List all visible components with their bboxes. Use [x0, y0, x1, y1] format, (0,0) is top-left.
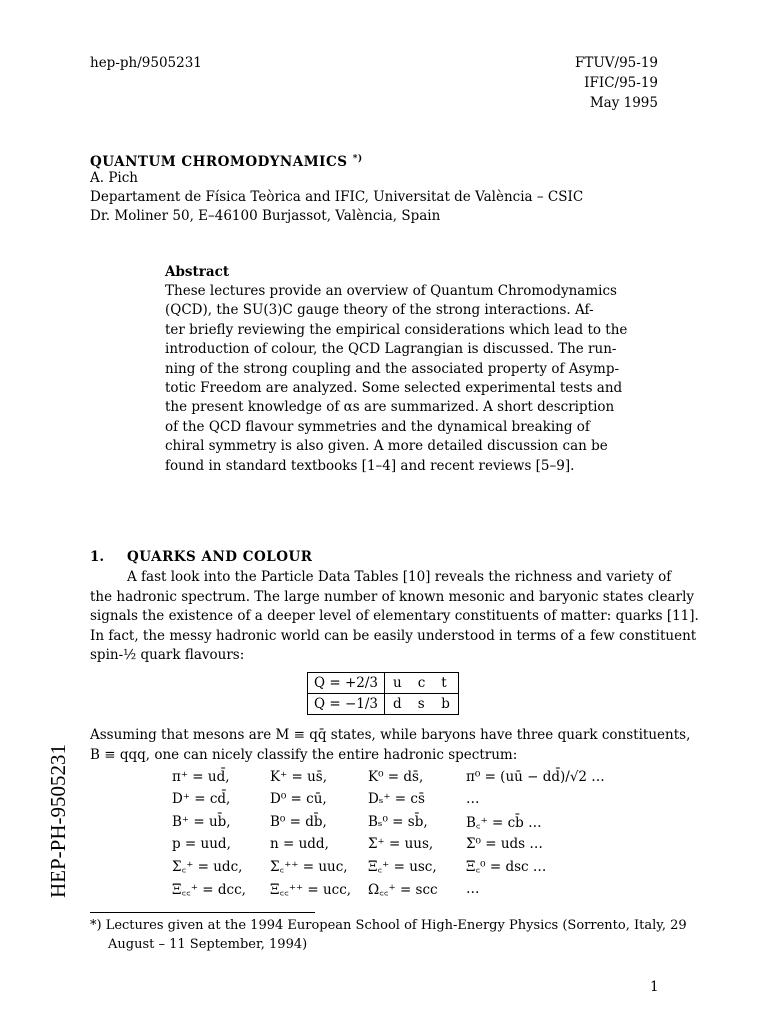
- hadron-classification-table: [172, 766, 613, 900]
- hadron-entry: n = udd,: [270, 836, 329, 853]
- hadron-entry: …: [466, 880, 480, 897]
- flavour-cell: s: [410, 694, 434, 715]
- hadron-entry: B⁺ = ub̄,: [172, 813, 231, 830]
- hadron-row: [172, 766, 613, 788]
- arxiv-side-stamp: HEP-PH-9505231: [46, 743, 70, 898]
- quark-flavour-table: [307, 672, 459, 715]
- address: Dr. Moliner 50, E–46100 Burjassot, València, Spain: [90, 208, 441, 224]
- abstract-line: totic Freedom are analyzed. Some selected experimental tests and: [165, 380, 623, 397]
- abstract-line: These lectures provide an overview of Quantum Chromodynamics: [165, 283, 617, 299]
- arxiv-id: hep-ph/9505231: [90, 55, 202, 71]
- page-number: 1: [650, 979, 659, 995]
- hadron-entry: …: [466, 791, 480, 808]
- report-number-ific: IFIC/95-19: [584, 75, 658, 91]
- hadron-row: [172, 855, 613, 877]
- hadron-entry: Dₛ⁺ = cs̄: [368, 791, 425, 808]
- hadron-entry: Σ⁰ = uds …: [466, 836, 543, 853]
- paper-title-text: QUANTUM CHROMODYNAMICS: [90, 154, 348, 170]
- hadron-entry: Σ꜀⁺⁺ = uuc,: [270, 859, 348, 876]
- abstract-body: [165, 282, 628, 476]
- paragraph-line: the hadronic spectrum. The large number of known mesonic and baryonic states clearly: [90, 588, 695, 605]
- hadron-entry: K⁺ = us̄,: [270, 769, 328, 786]
- abstract-line: the present knowledge of αs are summarized. A short description: [165, 399, 615, 416]
- paragraph-line: B ≡ qqq, one can nicely classify the entire hadronic spectrum:: [90, 746, 518, 763]
- hadron-entry: B꜀⁺ = cb̄ …: [466, 814, 542, 831]
- hadron-entry: Ξ꜀⁰ = dsc …: [466, 859, 547, 876]
- hadron-entry: B⁰ = db̄,: [270, 813, 327, 830]
- footnote-line: *) Lectures given at the 1994 European School of High-Energy Physics (Sorrento, Italy, 29: [90, 918, 687, 933]
- hadron-entry: Ξ꜀⁺ = usc,: [368, 859, 437, 876]
- abstract-line: introduction of colour, the QCD Lagrangian is discussed. The run-: [165, 341, 617, 358]
- hadron-entry: π⁺ = ud̄,: [172, 769, 230, 786]
- abstract-line: ning of the strong coupling and the associated property of Asymp-: [165, 360, 620, 377]
- author: A. Pich: [90, 170, 138, 186]
- footnote-line: August – 11 September, 1994): [108, 937, 308, 952]
- abstract-line: of the QCD flavour symmetries and the dynamical breaking of: [165, 418, 590, 435]
- flavour-cell: d: [385, 694, 410, 715]
- hadron-entry: D⁰ = cū,: [270, 791, 327, 808]
- abstract-line: ter briefly reviewing the empirical considerations which lead to the: [165, 321, 628, 338]
- abstract-heading: Abstract: [165, 264, 230, 280]
- paragraph-line: A fast look into the Particle Data Tables [10] reveals the richness and variety of: [127, 569, 672, 585]
- section-number: 1.: [90, 549, 105, 565]
- hadron-entry: D⁺ = cd̄,: [172, 791, 231, 808]
- affiliation: Departament de Física Teòrica and IFIC, Universitat de València – CSIC: [90, 189, 584, 205]
- quark-table-row: [308, 673, 459, 694]
- charge-cell: Q = +2/3: [308, 673, 385, 694]
- quark-table-row: [308, 694, 459, 715]
- date: May 1995: [589, 95, 658, 111]
- hadron-entry: π⁰ = (uū − dd̄)/√2 …: [466, 769, 605, 786]
- flavour-cell: c: [410, 673, 434, 694]
- hadron-row: [172, 833, 613, 855]
- abstract-line: (QCD), the SU(3)C gauge theory of the strong interactions. Af-: [165, 302, 594, 319]
- abstract-line: chiral symmetry is also given. A more detailed discussion can be: [165, 438, 608, 455]
- footnote-rule: [90, 912, 315, 913]
- hadron-row: [172, 788, 613, 810]
- paragraph-line: In fact, the messy hadronic world can be easily understood in terms of a few constituent: [90, 627, 697, 644]
- flavour-cell: t: [433, 673, 458, 694]
- hadron-row: [172, 877, 613, 899]
- section-title: QUARKS AND COLOUR: [127, 549, 313, 565]
- charge-cell: Q = −1/3: [308, 694, 385, 715]
- hadron-entry: Ξ꜀꜀⁺ = dcc,: [172, 881, 246, 898]
- title-footnote-mark: *): [352, 154, 363, 164]
- flavour-cell: u: [385, 673, 410, 694]
- report-number-ftuv: FTUV/95-19: [575, 55, 658, 71]
- hadron-entry: p = uud,: [172, 836, 231, 853]
- paragraph-line: Assuming that mesons are M ≡ qq̄ states, while baryons have three quark constituents,: [90, 727, 691, 743]
- hadron-row: [172, 811, 613, 833]
- hadron-entry: Ξ꜀꜀⁺⁺ = ucc,: [270, 881, 352, 898]
- abstract-line: found in standard textbooks [1–4] and recent reviews [5–9].: [165, 457, 575, 474]
- section-paragraph-2: [90, 726, 691, 765]
- footnote: [90, 916, 687, 954]
- flavour-cell: b: [433, 694, 458, 715]
- hadron-entry: K⁰ = ds̄,: [368, 769, 424, 786]
- hadron-entry: Σ⁺ = uus,: [368, 836, 434, 853]
- hadron-entry: Bₛ⁰ = sb̄,: [368, 813, 428, 830]
- hadron-entry: Ω꜀꜀⁺ = scc: [368, 881, 438, 898]
- section-paragraph-1: [90, 568, 699, 666]
- hadron-entry: Σ꜀⁺ = udc,: [172, 859, 243, 876]
- paragraph-line: signals the existence of a deeper level of elementary constituents of matter: quarks [11].: [90, 608, 699, 624]
- paragraph-line: spin-½ quark flavours:: [90, 647, 245, 663]
